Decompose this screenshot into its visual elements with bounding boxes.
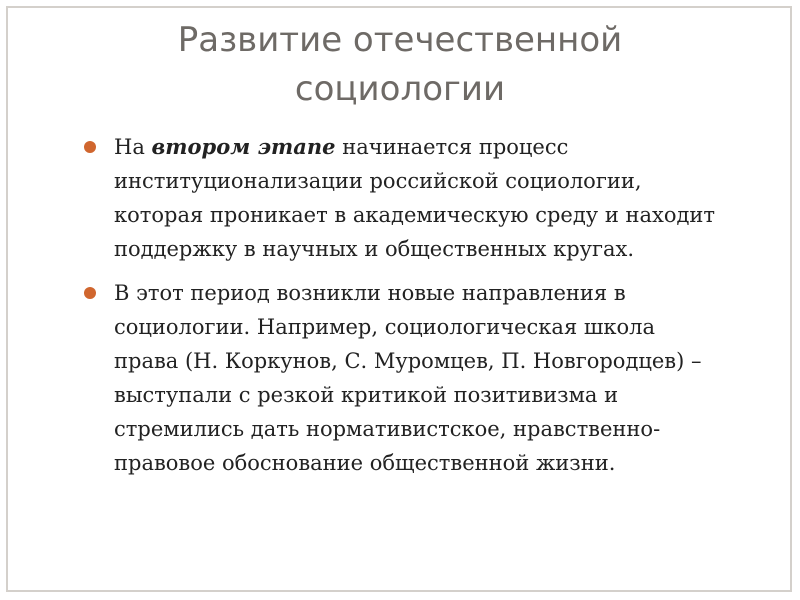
bullet-1-prefix: На — [114, 135, 152, 159]
bullet-dot-icon — [84, 141, 96, 153]
slide-content — [84, 130, 724, 490]
slide-title — [0, 16, 800, 114]
bullet-item-2 — [84, 276, 724, 480]
bullet-1-emphasis: втором этапе — [151, 134, 336, 159]
slide-title-line-2: социологии — [294, 69, 506, 109]
slide-title-line-1: Развитие отечественной — [177, 20, 623, 60]
bullet-item-1 — [84, 130, 724, 266]
bullet-1-text: начинается процесс институционализации российской социологии, которая проникает в академическую среду и находит поддержку в научных и общественных кругах. — [114, 135, 716, 261]
bullet-2-text: В этот период возникли новые направления в социологии. Например, социологическая школа права (Н. Коркунов, С. Муромцев, П. Новгородцев) – выступали с резкой критикой позитивизма и стремились дать нормативистское, нравственно-правовое обоснование общественной жизни. — [114, 281, 702, 475]
bullet-dot-icon — [84, 287, 96, 299]
